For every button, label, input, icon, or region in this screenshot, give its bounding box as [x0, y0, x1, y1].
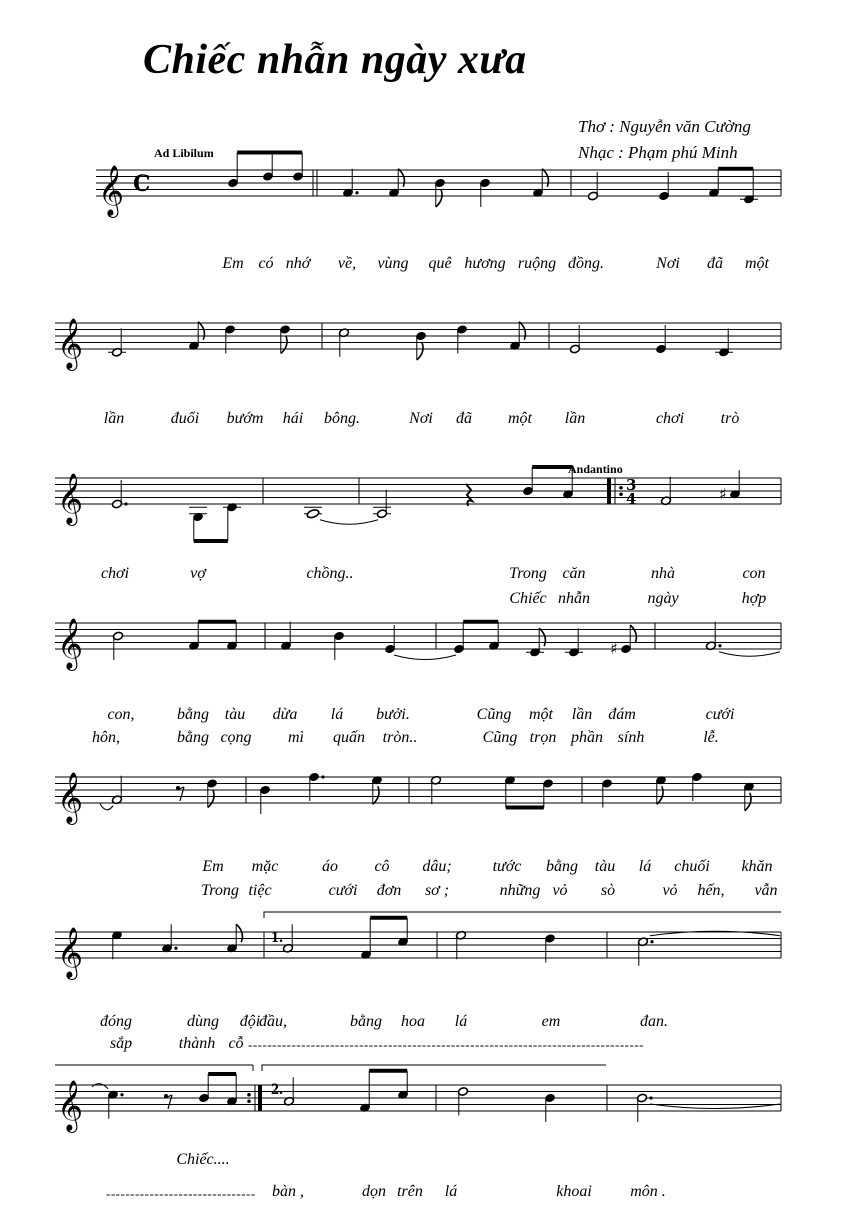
- note-flag: [373, 786, 379, 804]
- note-flag: [539, 628, 545, 646]
- note-flag: [542, 169, 548, 187]
- lyric-syllable: vỏ: [552, 882, 568, 899]
- note-flag: [398, 169, 404, 187]
- lyric-syllable: hôn,: [92, 729, 120, 746]
- lyric-syllable: hoa: [401, 1013, 425, 1030]
- eighth-rest: [168, 1095, 172, 1109]
- lyric-syllable: thành: [178, 1035, 216, 1052]
- lyric-syllable: đồng.: [568, 255, 604, 272]
- note-flag: [417, 342, 423, 360]
- augmentation-dot: [355, 191, 358, 194]
- lyric-syllable: một: [745, 255, 769, 272]
- lyric-syllable: vợ: [190, 565, 206, 582]
- lyric-syllable: dùng: [187, 1013, 219, 1030]
- lyric-extender-line: ----------------------------------------------------------------------------------: [248, 1037, 644, 1052]
- repeat-start-barline: [607, 478, 611, 504]
- lyric-syllable: dọn: [362, 1183, 386, 1200]
- lyric-syllable: trên: [397, 1183, 423, 1200]
- note-head: [306, 509, 320, 519]
- lyric-syllable: về,: [337, 255, 357, 272]
- music-credit: Nhạc : Phạm phú Minh: [578, 143, 738, 162]
- augmentation-dot: [120, 1093, 123, 1096]
- lyric-syllable: lần: [564, 410, 586, 427]
- lyric-syllable: có: [258, 255, 274, 272]
- tempo-mark-andantino: Andantino: [568, 462, 623, 476]
- lyric-syllable: Nơi: [409, 410, 433, 427]
- lyric-syllable: cưới: [328, 882, 358, 899]
- lyric-syllable: con,: [107, 706, 135, 723]
- note-flag: [630, 625, 636, 643]
- augmentation-dot: [174, 947, 177, 950]
- lyric-syllable: dừa: [272, 706, 298, 723]
- repeat-dot: [619, 492, 623, 496]
- lyric-syllable: khăn: [741, 858, 773, 875]
- tie-slur: [320, 520, 378, 525]
- sharp-accidental: ♯: [610, 639, 618, 658]
- lyric-syllable: môn .: [630, 1183, 666, 1200]
- eighth-rest: [180, 787, 184, 801]
- note-flag: [519, 322, 525, 340]
- lyric-syllable: vỏ: [662, 882, 678, 899]
- lyric-syllable: đầu,: [259, 1013, 287, 1030]
- lyric-syllable: dâu;: [422, 858, 452, 875]
- augmentation-dot: [321, 775, 324, 778]
- treble-clef: 𝄞: [57, 927, 84, 978]
- lyric-syllable: lần: [103, 410, 125, 427]
- lyric-syllable: căn: [562, 565, 586, 582]
- lyric-syllable: cưới: [705, 706, 735, 723]
- lyric-syllable: áo: [322, 858, 338, 875]
- lyric-syllable: bông.: [324, 410, 360, 427]
- lyric-syllable: bướm: [226, 410, 264, 427]
- lyric-syllable: nhớ: [285, 255, 311, 272]
- note-flag: [657, 786, 663, 804]
- treble-clef: 𝄞: [57, 1080, 84, 1131]
- note-flag: [281, 336, 287, 354]
- lyric-syllable: phần: [571, 729, 603, 746]
- lyric-syllable: chồng..: [306, 565, 354, 582]
- lyric-syllable: đã: [707, 255, 723, 272]
- time-signature-numerator: 3: [626, 476, 637, 494]
- lyric-syllable: lá: [454, 1013, 468, 1030]
- lyric-syllable: lá: [638, 858, 652, 875]
- lyric-syllable: em: [541, 1013, 561, 1030]
- second-ending-bracket: [262, 1065, 606, 1071]
- poem-credit: Thơ : Nguyễn văn Cường: [578, 117, 751, 136]
- augmentation-dot: [718, 644, 721, 647]
- lyric-syllable: một: [529, 706, 553, 723]
- lyric-syllable: Cũng: [476, 706, 512, 723]
- song-title: Chiếc nhẫn ngày xưa: [143, 37, 527, 83]
- treble-clef: 𝄞: [57, 318, 84, 369]
- lyric-syllable: quê: [428, 255, 452, 272]
- lyric-syllable: lần: [571, 706, 593, 723]
- lyric-syllable: mặc: [251, 858, 279, 875]
- lyric-syllable: những: [499, 882, 541, 899]
- lyric-syllable: tàu: [594, 858, 616, 875]
- lyric-syllable: sò: [600, 882, 616, 899]
- lyric-syllable: chơi: [655, 410, 685, 427]
- note-flag: [745, 793, 751, 811]
- lyric-syllable: bàn ,: [272, 1183, 304, 1200]
- lyric-syllable: chơi: [100, 565, 130, 582]
- lyric-syllable: tàu: [224, 706, 246, 723]
- lyric-syllable: đuổi: [170, 410, 200, 427]
- lyric-syllable: bưởi.: [376, 706, 410, 723]
- quarter-rest: [466, 484, 472, 506]
- sharp-accidental: ♯: [719, 484, 727, 504]
- lyric-syllable: cỗ: [228, 1035, 244, 1052]
- note-flag: [198, 322, 204, 340]
- lyric-syllable: lá: [330, 706, 344, 723]
- lyric-syllable: bằng: [350, 1013, 382, 1030]
- lyric-syllable: một: [508, 410, 532, 427]
- lyric-syllable: bằng: [177, 729, 209, 746]
- lyric-syllable: Trong: [201, 882, 239, 899]
- note-flag: [236, 924, 242, 942]
- note-flag: [436, 189, 442, 207]
- lyric-syllable: Cũng: [482, 729, 518, 746]
- tie-slur: [719, 652, 780, 657]
- lyric-syllable: đội: [239, 1013, 261, 1030]
- lyric-syllable: bằng: [177, 706, 209, 723]
- lyric-syllable: lễ.: [703, 729, 719, 746]
- lyric-syllable: Em: [202, 858, 224, 875]
- treble-clef: 𝄞: [98, 165, 125, 216]
- lyric-syllable: quấn: [333, 729, 365, 746]
- lyric-syllable: bằng: [546, 858, 578, 875]
- lyric-syllable: ruộng: [517, 255, 557, 272]
- lyric-syllable: đã: [456, 410, 472, 427]
- lyric-syllable: cô: [374, 858, 390, 875]
- lyric-syllable: hương: [464, 255, 506, 272]
- time-signature-denominator: 4: [626, 490, 637, 508]
- second-ending-number: 2.: [271, 1081, 283, 1098]
- lyric-syllable: đám: [608, 706, 636, 723]
- augmentation-dot: [649, 1096, 652, 1099]
- lyric-syllable: đan.: [640, 1013, 668, 1030]
- lyric-syllable: hợp: [741, 590, 767, 607]
- lyric-syllable: con: [742, 565, 766, 582]
- lyric-syllable: lá: [444, 1183, 458, 1200]
- first-ending-number: 1.: [271, 929, 283, 946]
- lyric-syllable: sơ ;: [424, 882, 450, 899]
- lyric-syllable: tước: [492, 858, 522, 875]
- augmentation-dot: [124, 502, 127, 505]
- lyric-syllable: hến,: [697, 882, 725, 899]
- lyric-syllable: Nơi: [656, 255, 680, 272]
- lyric-syllable: trọn: [529, 729, 557, 746]
- lyric-syllable: đơn: [376, 882, 402, 899]
- repeat-dot: [247, 1099, 251, 1103]
- treble-clef: 𝄞: [57, 473, 84, 524]
- tie-slur: [100, 804, 113, 810]
- lyric-syllable: hái: [282, 410, 304, 427]
- lyric-extender-line: -------------------------------: [106, 1186, 256, 1201]
- lyric-syllable: chuối: [674, 858, 710, 875]
- lyric-syllable: sắp: [109, 1035, 133, 1052]
- lyric-syllable: Trong: [509, 565, 547, 582]
- lyric-syllable: đóng: [100, 1013, 132, 1030]
- lyric-syllable: ngày: [647, 590, 679, 607]
- tie-slur: [394, 655, 456, 660]
- repeat-end-barline: [258, 1085, 262, 1111]
- note-flag: [208, 790, 214, 808]
- lyric-syllable: Em: [222, 255, 244, 272]
- lyric-syllable: Chiếc: [509, 590, 547, 607]
- lyric-syllable: Chiếc....: [176, 1151, 230, 1168]
- tempo-mark-ad-libitum: Ad Libilum: [154, 146, 214, 160]
- first-ending-bracket: [264, 912, 781, 918]
- lyric-syllable: cọng: [220, 729, 252, 746]
- lyric-syllable: mì: [288, 729, 304, 746]
- lyric-syllable: nhẫn: [558, 590, 590, 607]
- augmentation-dot: [650, 940, 653, 943]
- lyric-syllable: khoai: [556, 1183, 592, 1200]
- common-time-signature: C: [133, 171, 151, 197]
- lyric-syllable: sính: [617, 729, 645, 746]
- lyric-syllable: trò: [720, 410, 740, 427]
- lyric-syllable: vẫn: [754, 882, 778, 899]
- treble-clef: 𝄞: [57, 772, 84, 823]
- repeat-dot: [619, 486, 623, 490]
- repeat-dot: [247, 1093, 251, 1097]
- lyric-syllable: tiệc: [248, 882, 272, 899]
- treble-clef: 𝄞: [57, 618, 84, 669]
- lyric-syllable: vùng: [377, 255, 409, 272]
- lyric-syllable: nhà: [651, 565, 675, 582]
- tie-slur: [92, 1084, 108, 1089]
- lyric-syllable: tròn..: [382, 729, 418, 746]
